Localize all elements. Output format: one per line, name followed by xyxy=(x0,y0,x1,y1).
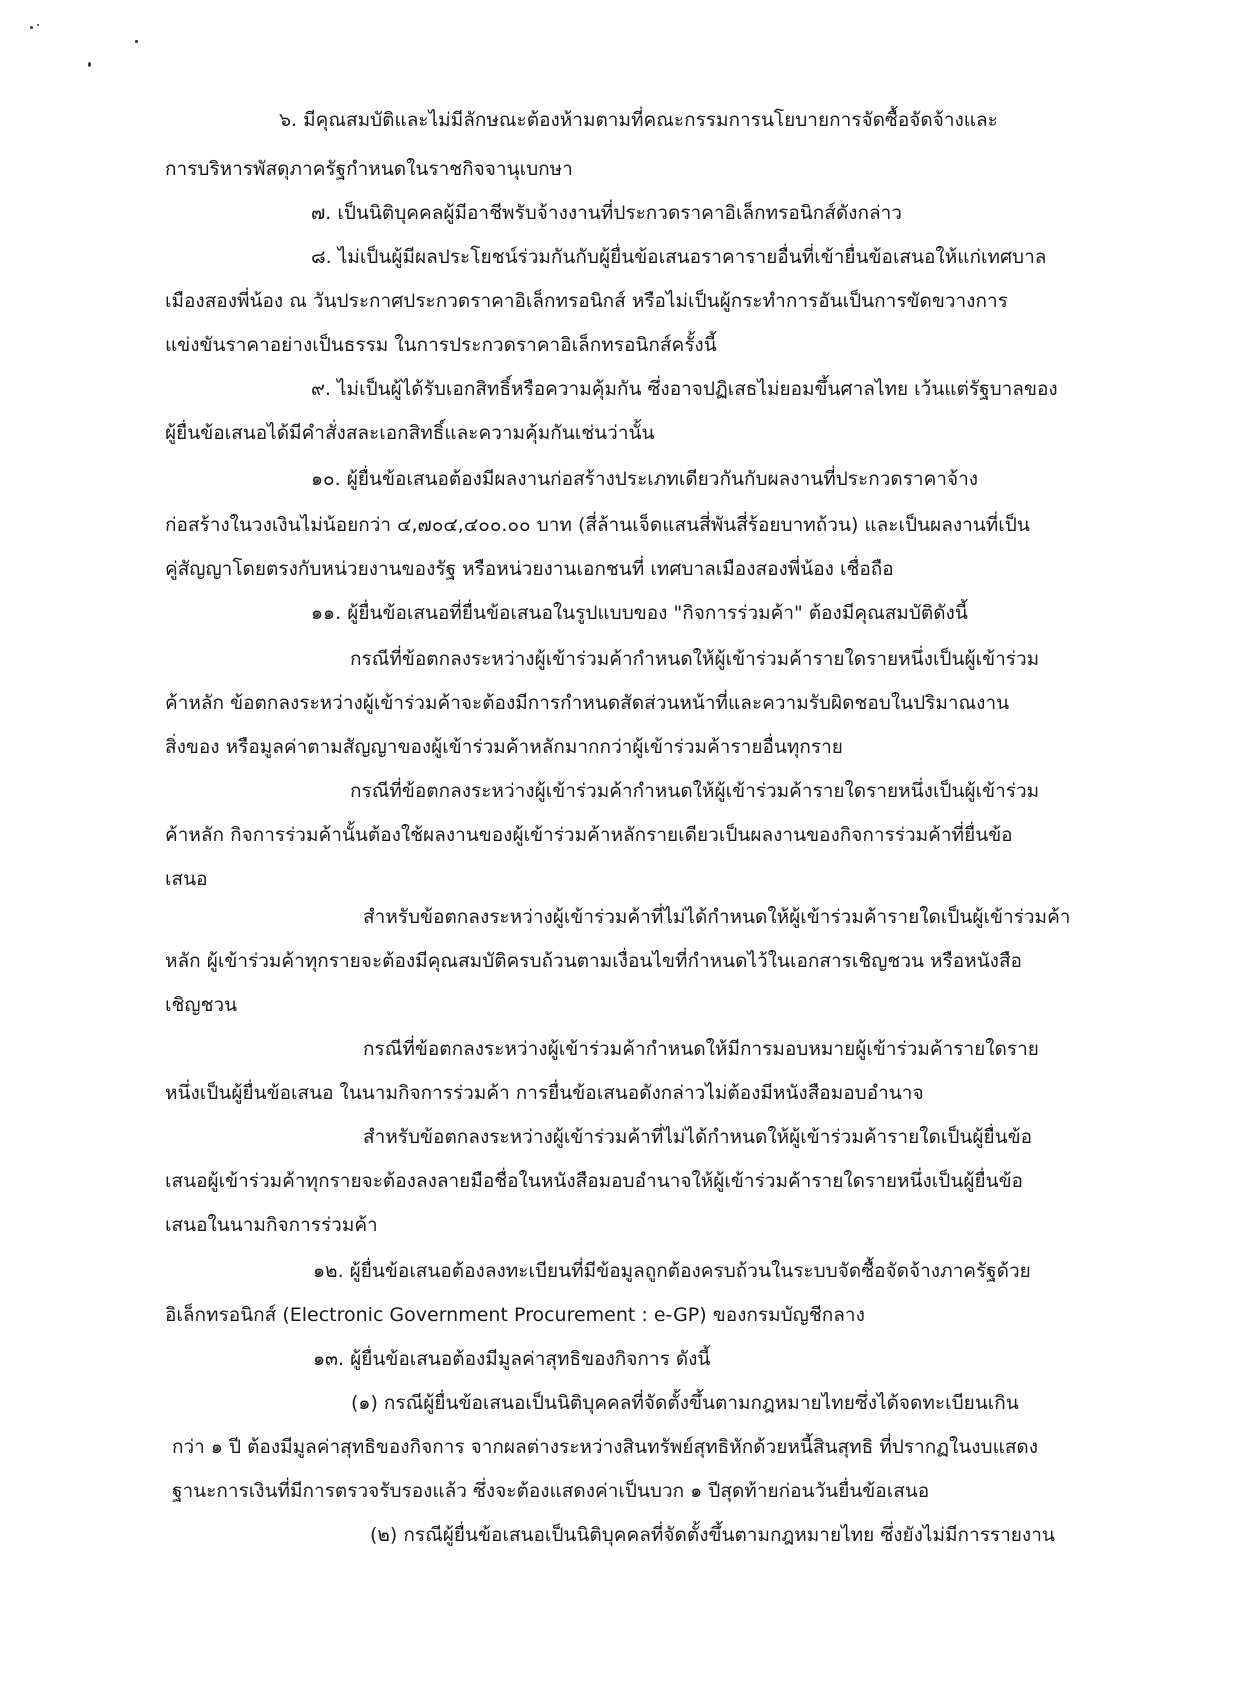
text-line: ๑๐. ผู้ยื่นข้อเสนอต้องมีผลงานก่อสร้างประเภทเดียวกันกับผลงานที่ประกวดราคาจ้าง xyxy=(311,468,979,490)
text-line: หนึ่งเป็นผู้ยื่นข้อเสนอ ในนามกิจการร่วมค้า การยื่นข้อเสนอดังกล่าวไม่ต้องมีหนังสือมอบอำนาจ xyxy=(165,1082,924,1104)
text-line: ค้าหลัก กิจการร่วมค้านั้นต้องใช้ผลงานของผู้เข้าร่วมค้าหลักรายเดียวเป็นผลงานของกิจการร่วมค้าที่ยื่นข้อ xyxy=(165,824,1013,846)
text-line: แข่งขันราคาอย่างเป็นธรรม ในการประกวดราคาอิเล็กทรอนิกส์ครั้งนี้ xyxy=(165,334,717,356)
text-line: ๑๑. ผู้ยื่นข้อเสนอที่ยื่นข้อเสนอในรูปแบบของ "กิจการร่วมค้า" ต้องมีคุณสมบัติดังนี้ xyxy=(311,602,968,624)
text-line: การบริหารพัสดุภาครัฐกำหนดในราชกิจจานุเบกษา xyxy=(165,158,573,180)
text-line: กรณีที่ข้อตกลงระหว่างผู้เข้าร่วมค้ากำหนดให้ผู้เข้าร่วมค้ารายใดรายหนึ่งเป็นผู้เข้าร่วม xyxy=(350,780,1040,802)
text-line: ๑๓. ผู้ยื่นข้อเสนอต้องมีมูลค่าสุทธิของกิจการ ดังนี้ xyxy=(313,1348,711,1370)
text-line: ๘. ไม่เป็นผู้มีผลประโยชน์ร่วมกันกับผู้ยื่นข้อเสนอราคารายอื่นที่เข้ายื่นข้อเสนอให้แก่เทศบาล xyxy=(311,246,1047,268)
text-line: สำหรับข้อตกลงระหว่างผู้เข้าร่วมค้าที่ไม่ได้กำหนดให้ผู้เข้าร่วมค้ารายใดเป็นผู้เข้าร่วมค้า xyxy=(363,906,1071,928)
text-line: ๖. มีคุณสมบัติและไม่มีลักษณะต้องห้ามตามที่คณะกรรมการนโยบายการจัดซื้อจัดจ้างและ xyxy=(279,109,998,131)
text-line: ๗. เป็นนิติบุคคลผู้มีอาชีพรับจ้างงานที่ประกวดราคาอิเล็กทรอนิกส์ดังกล่าว xyxy=(311,202,902,224)
text-line: (๑) กรณีผู้ยื่นข้อเสนอเป็นนิติบุคคลที่จัดตั้งขึ้นตามกฎหมายไทยซึ่งได้จดทะเบียนเกิน xyxy=(351,1392,1019,1414)
text-line: หลัก ผู้เข้าร่วมค้าทุกรายจะต้องมีคุณสมบัติครบถ้วนตามเงื่อนไขที่กำหนดไว้ในเอกสารเชิญชวน หรือหนังสือ xyxy=(165,950,1022,972)
text-line: ๙. ไม่เป็นผู้ได้รับเอกสิทธิ์หรือความคุ้มกัน ซึ่งอาจปฏิเสธไม่ยอมขึ้นศาลไทย เว้นแต่รัฐบาลของ xyxy=(311,378,1058,400)
text-line: กรณีที่ข้อตกลงระหว่างผู้เข้าร่วมค้ากำหนดให้มีการมอบหมายผู้เข้าร่วมค้ารายใดราย xyxy=(363,1038,1039,1060)
text-line: เสนอ xyxy=(165,868,208,890)
text-line: ๑๒. ผู้ยื่นข้อเสนอต้องลงทะเบียนที่มีข้อมูลถูกต้องครบถ้วนในระบบจัดซื้อจัดจ้างภาครัฐด้วย xyxy=(313,1260,1031,1282)
text-line: เชิญชวน xyxy=(165,994,238,1016)
text-line: สิ่งของ หรือมูลค่าตามสัญญาของผู้เข้าร่วมค้าหลักมากกว่าผู้เข้าร่วมค้ารายอื่นทุกราย xyxy=(165,736,843,758)
text-line: เมืองสองพี่น้อง ณ วันประกาศประกวดราคาอิเล็กทรอนิกส์ หรือไม่เป็นผู้กระทำการอันเป็นการขัดขวางการ xyxy=(165,290,1008,312)
text-line: เสนอผู้เข้าร่วมค้าทุกรายจะต้องลงลายมือชื่อในหนังสือมอบอำนาจให้ผู้เข้าร่วมค้ารายใดรายหนึ่งเป็นผู้ยื่นข้อ xyxy=(165,1170,1023,1192)
text-line: ฐานะการเงินที่มีการตรวจรับรองแล้ว ซึ่งจะต้องแสดงค่าเป็นบวก ๑ ปีสุดท้ายก่อนวันยื่นข้อเสนอ xyxy=(172,1480,930,1502)
text-line: ผู้ยื่นข้อเสนอได้มีคำสั่งสละเอกสิทธิ์และความคุ้มกันเช่นว่านั้น xyxy=(165,422,655,444)
text-line: คู่สัญญาโดยตรงกับหน่วยงานของรัฐ หรือหน่วยงานเอกชนที่ เทศบาลเมืองสองพี่น้อง เชื่อถือ xyxy=(165,558,894,580)
text-line: กรณีที่ข้อตกลงระหว่างผู้เข้าร่วมค้ากำหนดให้ผู้เข้าร่วมค้ารายใดรายหนึ่งเป็นผู้เข้าร่วม xyxy=(350,648,1040,670)
text-line: กว่า ๑ ปี ต้องมีมูลค่าสุทธิของกิจการ จากผลต่างระหว่างสินทรัพย์สุทธิหักด้วยหนี้สินสุทธิ ที่ปรากฏในงบแสดง xyxy=(172,1436,1039,1458)
text-line: สำหรับข้อตกลงระหว่างผู้เข้าร่วมค้าที่ไม่ได้กำหนดให้ผู้เข้าร่วมค้ารายใดเป็นผู้ยื่นข้อ xyxy=(363,1126,1033,1148)
text-line: (๒) กรณีผู้ยื่นข้อเสนอเป็นนิติบุคคลที่จัดตั้งขึ้นตามกฎหมายไทย ซึ่งยังไม่มีการรายงาน xyxy=(370,1524,1055,1546)
text-line: เสนอในนามกิจการร่วมค้า xyxy=(165,1214,378,1236)
text-line: อิเล็กทรอนิกส์ (Electronic Government Procurement : e-GP) ของกรมบัญชีกลาง xyxy=(165,1304,865,1326)
text-line: ค้าหลัก ข้อตกลงระหว่างผู้เข้าร่วมค้าจะต้องมีการกำหนดสัดส่วนหน้าที่และความรับผิดชอบในปริมาณงาน xyxy=(165,692,1010,714)
text-line: ก่อสร้างในวงเงินไม่น้อยกว่า ๔,๗๐๔,๔๐๐.๐๐ บาท (สี่ล้านเจ็ดแสนสี่พันสี่ร้อยบาทถ้วน) และเป็นผลงานที่เป็น xyxy=(165,514,1030,536)
